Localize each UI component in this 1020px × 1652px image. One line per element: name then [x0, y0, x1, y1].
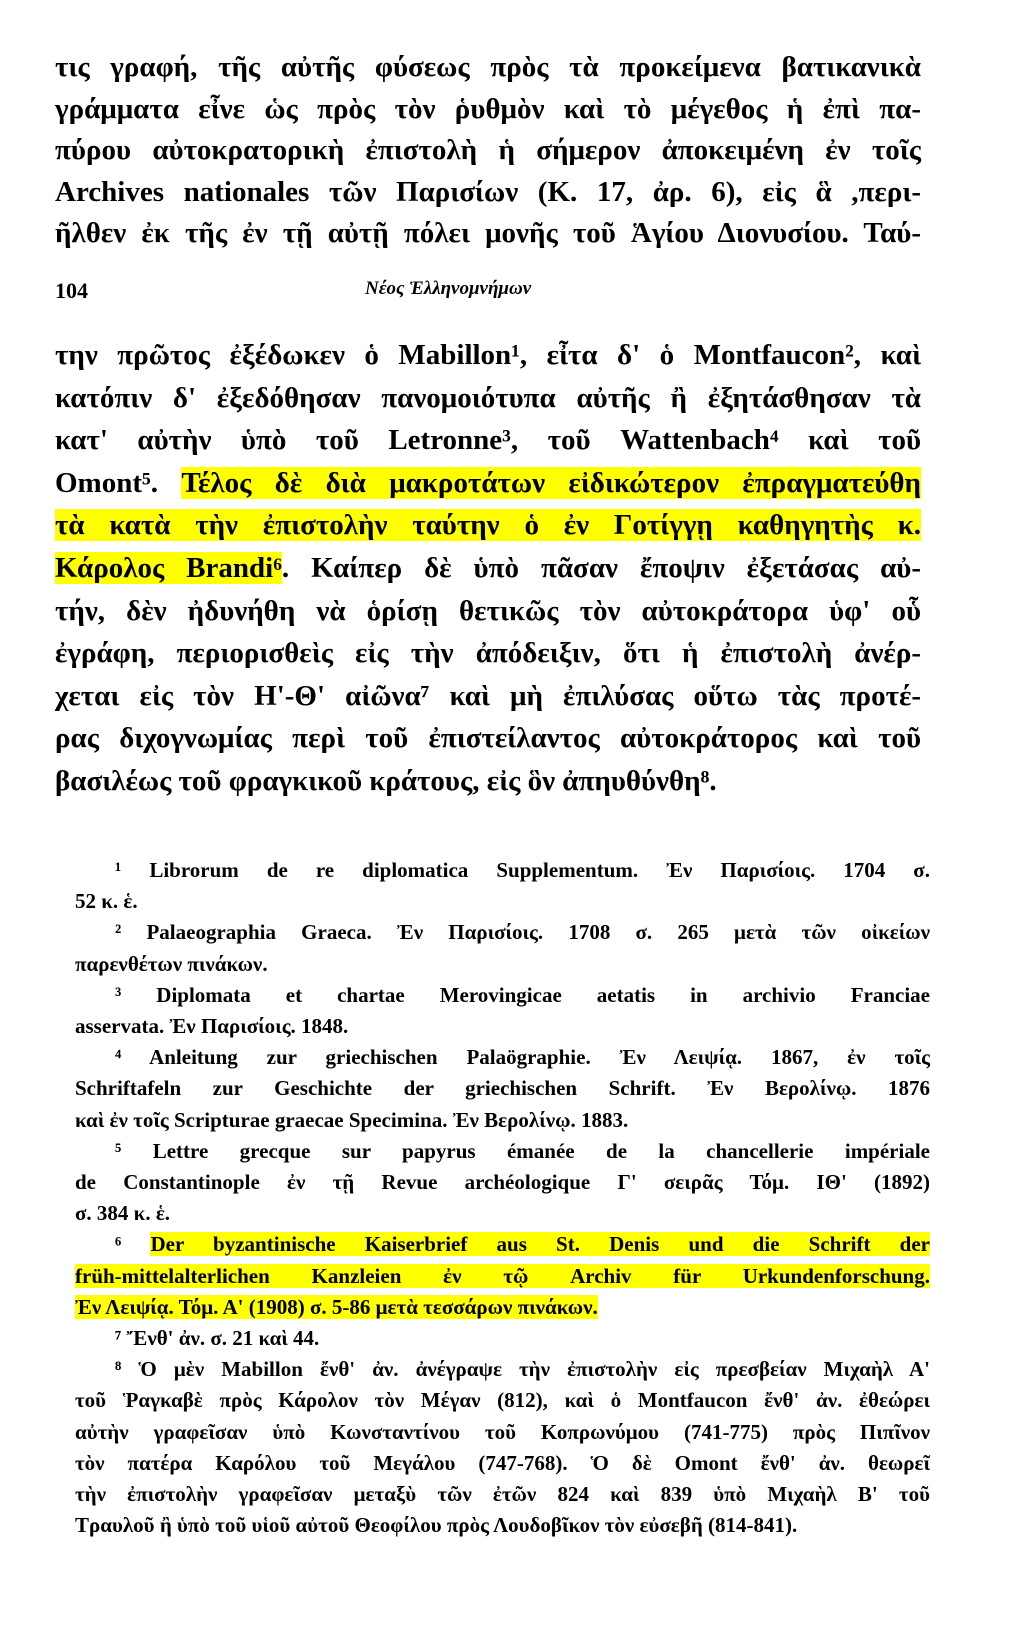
footnote-line — [115, 918, 930, 946]
text-line — [55, 421, 921, 459]
footnote-line — [75, 1262, 930, 1290]
text-segment: asservata. Ἐν Παρισίοις. 1848. — [75, 1014, 349, 1038]
footnote-line — [75, 950, 930, 978]
text-line — [55, 131, 921, 169]
text-segment: Schriftafeln zur Geschichte der griechischen Schrift. Ἐν Βερολίνῳ. 1876 — [75, 1076, 930, 1101]
text-segment: γράμματα εἶνε ὡς πρὸς τὸν ῥυθμὸν καὶ τὸ μέγεθος ἡ ἐπὶ πα- — [55, 92, 921, 125]
footnote-line — [75, 1511, 930, 1539]
footnote-line — [115, 1137, 930, 1165]
text-segment: ¹ Librorum de re diplomatica Supplementum. Ἐν Παρισίοις. 1704 σ. — [115, 858, 930, 882]
running-title: Νέος Ἑλληνομνήμων — [365, 278, 532, 299]
text-segment: κατόπιν δ' ἐξεδόθησαν πανομοιότυπα αὐτῆς ἢ ἐξητάσθησαν τὰ — [55, 381, 921, 414]
footnote-line — [75, 1106, 930, 1134]
text-segment: Τραυλοῦ ἢ ὑπὸ τοῦ υἱοῦ αὐτοῦ Θεοφίλου πρὸς Λουδοβῖκον τὸν εὐσεβῆ (814-841). — [75, 1513, 798, 1538]
text-line — [55, 379, 921, 417]
text-segment: ῆλθεν ἐκ τῆς ἐν τῇ αὐτῇ πόλει μονῆς τοῦ Ἁγίου Διονυσίου. Ταύ- — [55, 217, 921, 249]
highlighted-text: früh-mittelalterlichen Kanzleien ἐν τῷ Archiv für Urkundenforschung. — [75, 1263, 930, 1288]
footnote-line — [75, 1449, 930, 1477]
text-line — [55, 173, 921, 211]
text-segment: 52 κ. ἑ. — [75, 889, 138, 914]
text-segment: βασιλέως τοῦ φραγκικοῦ κράτους, εἰς ὃν ἀπηυθύνθη⁸. — [55, 765, 717, 797]
text-line — [55, 677, 921, 715]
footnote-line — [115, 856, 930, 884]
text-segment: de Constantinople ἐν τῇ Revue archéologique Γ' σειρᾶς Τόμ. ΙΘ' (1892) — [75, 1170, 930, 1194]
footnote-line — [115, 1355, 930, 1383]
footnote-line — [75, 1418, 930, 1446]
text-segment: σ. 384 κ. ἑ. — [75, 1201, 171, 1226]
text-line — [55, 464, 921, 502]
text-segment: παρενθέτων πινάκων. — [75, 951, 268, 976]
text-line — [55, 634, 921, 672]
text-segment: ⁶ — [115, 1232, 151, 1257]
text-segment: ⁷ Ἔνθ' ἀν. σ. 21 καὶ 44. — [115, 1326, 320, 1350]
footnote-line — [75, 887, 930, 915]
footnote-line — [75, 1199, 930, 1227]
footnote-line — [115, 1043, 930, 1071]
text-line — [55, 549, 921, 587]
highlighted-text: Der byzantinische Kaiserbrief aus St. Denis und die Schrift der — [150, 1232, 930, 1257]
text-segment: κατ' αὐτὴν ὑπὸ τοῦ Letronne³, τοῦ Wattenbach⁴ καὶ τοῦ — [55, 424, 921, 457]
text-line — [55, 336, 921, 374]
footnote-line — [75, 1386, 930, 1414]
text-segment: τὸν πατέρα Καρόλου τοῦ Μεγάλου (747-768). Ὁ δὲ Omont ἔνθ' ἀν. θεωρεῖ — [75, 1450, 930, 1475]
footnote-line — [115, 1324, 930, 1352]
text-line — [55, 90, 921, 128]
text-segment: ⁸ Ὁ μὲν Mabillon ἔνθ' ἀν. ἀνέγραψε τὴν ἐπιστολὴν εἰς πρεσβείαν Μιχαὴλ Α' — [115, 1357, 930, 1382]
footnote-line — [75, 1168, 930, 1196]
text-segment: ρας διχογνωμίας περὶ τοῦ ἐπιστείλαντος αὐτοκράτορος καὶ τοῦ — [55, 722, 921, 755]
text-line — [55, 592, 921, 630]
footnote-line — [75, 1480, 930, 1508]
text-segment: Omont⁵. — [55, 466, 182, 499]
text-line — [55, 48, 921, 86]
highlighted-text: Τέλος δὲ διὰ μακροτάτων εἰδικώτερον ἐπραγματεύθη — [181, 466, 921, 499]
text-segment: ⁵ Lettre grecque sur papyrus émanée de la chancellerie impériale — [115, 1138, 930, 1163]
text-segment: ⁴ Anleitung zur griechischen Palaögraphie. Ἐν Λειψίᾳ. 1867, ἐν τοῖς — [115, 1045, 930, 1070]
text-line — [55, 506, 921, 544]
text-segment: τὴν ἐπιστολὴν γραφεῖσαν μεταξὺ τῶν ἐτῶν 824 καὶ 839 ὑπὸ Μιχαὴλ Β' τοῦ — [75, 1482, 930, 1506]
text-segment: ² Palaeographia Graeca. Ἐν Παρισίοις. 1708 σ. 265 μετὰ τῶν οἰκείων — [115, 920, 930, 945]
highlighted-text: Κάρολος Brandi⁶ — [55, 552, 282, 584]
page-number: 104 — [55, 278, 88, 303]
text-line — [55, 214, 921, 252]
text-segment: τοῦ Ῥαγκαβὲ πρὸς Κάρολον τὸν Μέγαν (812), καὶ ὁ Montfaucon ἔνθ' ἀν. ἐθεώρει — [75, 1388, 930, 1413]
footnote-line — [115, 981, 930, 1009]
text-segment: τήν, δὲν ἠδυνήθη νὰ ὁρίσῃ θετικῶς τὸν αὐτοκράτορα ὑφ' οὗ — [55, 594, 921, 627]
footnote-line — [75, 1074, 930, 1102]
text-segment: την πρῶτος ἐξέδωκεν ὁ Mabillon¹, εἶτα δ' ὁ Montfaucon², καὶ — [55, 339, 921, 371]
text-segment: χεται εἰς τὸν Η'-Θ' αἰῶνα⁷ καὶ μὴ ἐπιλύσας οὕτω τὰς προτέ- — [55, 679, 921, 712]
highlighted-text: Ἐν Λειψίᾳ. Τόμ. Α' (1908) σ. 5-86 μετὰ τεσσάρων πινάκων. — [75, 1294, 598, 1319]
text-segment: . Καίπερ δὲ ὑπὸ πᾶσαν ἔποψιν ἐξετάσας αὐ- — [281, 552, 921, 584]
text-line — [55, 762, 921, 800]
highlighted-text: τὰ κατὰ τὴν ἐπιστολὴν ταύτην ὁ ἐν Γοτίγγῃ καθηγητὴς κ. — [55, 509, 921, 542]
text-segment: πύρου αὐτοκρατορικὴ ἐπιστολὴ ἡ σήμερον ἀποκειμένη ἐν τοῖς — [55, 134, 921, 166]
text-segment: ἐγράφη, περιορισθεὶς εἰς τὴν ἀπόδειξιν, ὅτι ἡ ἐπιστολὴ ἀνέρ- — [55, 637, 921, 670]
text-segment: τις γραφή, τῆς αὐτῆς φύσεως πρὸς τὰ προκείμενα βατικανικὰ — [55, 51, 921, 83]
text-segment: ³ Diplomata et chartae Merovingicae aetatis in archivio Franciae — [115, 982, 930, 1007]
footnote-line — [115, 1230, 930, 1258]
footnote-line — [75, 1012, 930, 1040]
text-segment: καὶ ἐν τοῖς Scripturae graecae Specimina. Ἐν Βερολίνῳ. 1883. — [75, 1107, 629, 1132]
footnote-line — [75, 1293, 930, 1321]
text-line — [55, 719, 921, 757]
text-segment: Archives nationales τῶν Παρισίων (K. 17, ἀρ. 6), εἰς ἃ ,περι- — [55, 175, 921, 208]
text-segment: αὐτὴν γραφεῖσαν ὑπὸ Κωνσταντίνου τοῦ Κοπρωνύμου (741-775) πρὸς Πιπῖνον — [75, 1419, 930, 1444]
